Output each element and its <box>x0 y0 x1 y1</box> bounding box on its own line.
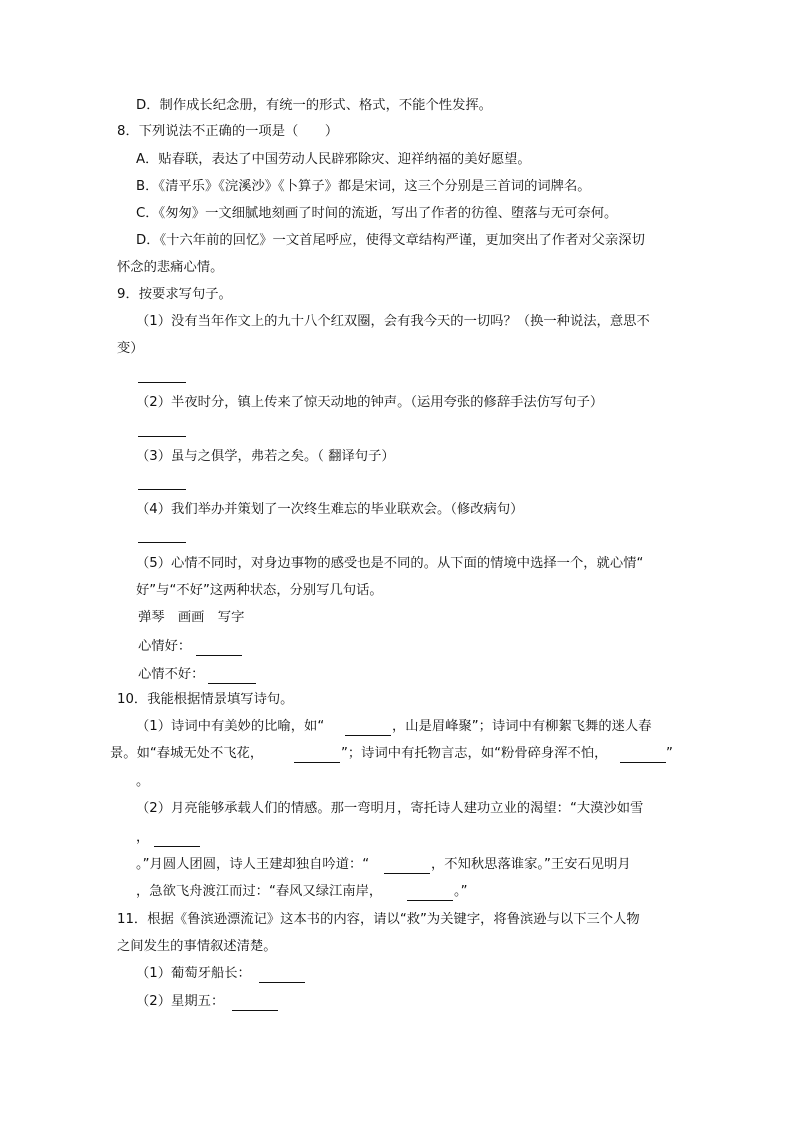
q10-item1-blank-3[interactable] <box>620 762 666 763</box>
q11-item2-blank[interactable] <box>232 1010 278 1011</box>
q9-item5-line2: 好”与“不好”这两种状态，分别写几句话。 <box>136 583 383 598</box>
q10-stem: 10．我能根据情景填写诗句。 <box>117 692 294 707</box>
q10-item1-text-e: ” <box>666 746 673 761</box>
q9-item5-choices: 弹琴 画画 写字 <box>138 610 245 625</box>
q10-item2-blank-2[interactable] <box>384 873 430 874</box>
q10-item2-text-c: 。”月圆人团圆，诗人王建却独自吟道：“ <box>136 857 370 872</box>
q10-item1-text-a: （1）诗词中有美妙的比喻，如“ <box>136 719 325 734</box>
q9-item1-line1: （1）没有当年作文上的九十八个红双圈，会有我今天的一切吗？（换一种说法，意思不 <box>136 314 650 329</box>
q8-stem: 8．下列说法不正确的一项是（ ） <box>117 124 339 139</box>
q8-option-c: C．《匆匆》一文细腻地刻画了时间的流逝，写出了作者的彷徨、堕落与无可奈何。 <box>136 206 618 221</box>
q11-item1-blank[interactable] <box>259 982 305 983</box>
q10-item1-text-c: 景。如“春城无处不飞花， <box>110 746 264 761</box>
q9-good-mood-label: 心情好： <box>138 639 192 654</box>
q9-stem: 9．按要求写句子。 <box>117 287 232 302</box>
q11-stem-line1: 11．根据《鲁滨逊漂流记》这本书的内容，请以“救”为关键字，将鲁滨逊与以下三个人物 <box>117 912 640 927</box>
q9-item4-answer-blank[interactable] <box>138 542 186 543</box>
q9-item1-line2: 变） <box>117 341 144 356</box>
q8-option-a: A．贴春联，表达了中国劳动人民辟邪除灾、迎祥纳福的美好愿望。 <box>136 152 531 167</box>
q9-item3: （3）虽与之俱学，弗若之矣。（ 翻译句子） <box>136 449 395 464</box>
q11-item1-label: （1）葡萄牙船长： <box>136 966 251 981</box>
q10-item1-blank-1[interactable] <box>345 735 391 736</box>
q10-item2-text-d: ，不知秋思落谁家。”王安石见明月 <box>431 857 631 872</box>
q9-item3-answer-blank[interactable] <box>138 489 186 490</box>
q9-item4: （4）我们举办并策划了一次终生难忘的毕业联欢会。（修改病句） <box>136 502 524 517</box>
q9-good-mood-blank[interactable] <box>196 655 242 656</box>
q10-item2-text-a: （2）月亮能够承载人们的情感。那一弯明月，寄托诗人建功立业的渴望：“大漠沙如雪 <box>136 801 644 816</box>
q9-bad-mood-label: 心情不好： <box>138 667 205 682</box>
q10-item1-text-f: 。 <box>136 774 150 789</box>
q10-item2-blank-1[interactable] <box>154 846 200 847</box>
q10-item2-text-f: 。” <box>454 884 468 899</box>
q10-item2-text-b: ， <box>136 830 150 845</box>
q9-item2: （2）半夜时分，镇上传来了惊天动地的钟声。（运用夸张的修辞手法仿写句子） <box>136 395 604 410</box>
q10-item2-text-e: ，急欲飞舟渡江而过：“春风又绿江南岸， <box>136 884 383 899</box>
q10-item1-blank-2[interactable] <box>294 762 340 763</box>
q9-item1-answer-blank[interactable] <box>138 382 186 383</box>
q10-item1-text-d: ”；诗词中有托物言志，如“粉骨碎身浑不怕， <box>341 746 608 761</box>
q9-bad-mood-blank[interactable] <box>208 683 256 684</box>
q8-option-d-line2: 怀念的悲痛心情。 <box>117 260 224 275</box>
q8-option-d-line1: D．《十六年前的回忆》一文首尾呼应，使得文章结构严谨，更加突出了作者对父亲深切 <box>136 233 645 248</box>
q11-item2-label: （2）星期五： <box>136 994 225 1009</box>
q10-item2-blank-3[interactable] <box>407 900 453 901</box>
q11-stem-line2: 之间发生的事情叙述清楚。 <box>117 939 277 954</box>
q9-item2-answer-blank[interactable] <box>138 436 186 437</box>
q7-option-d: D．制作成长纪念册，有统一的形式、格式，不能个性发挥。 <box>136 98 492 113</box>
q8-option-b: B．《清平乐》《浣溪沙》《卜算子》都是宋词，这三个分别是三首词的词牌名。 <box>136 179 591 194</box>
q10-item1-text-b: ，山是眉峰聚”；诗词中有柳絮飞舞的迷人春 <box>392 719 652 734</box>
q9-item5-line1: （5）心情不同时，对身边事物的感受也是不同的。从下面的情境中选择一个，就心情“ <box>136 556 644 571</box>
